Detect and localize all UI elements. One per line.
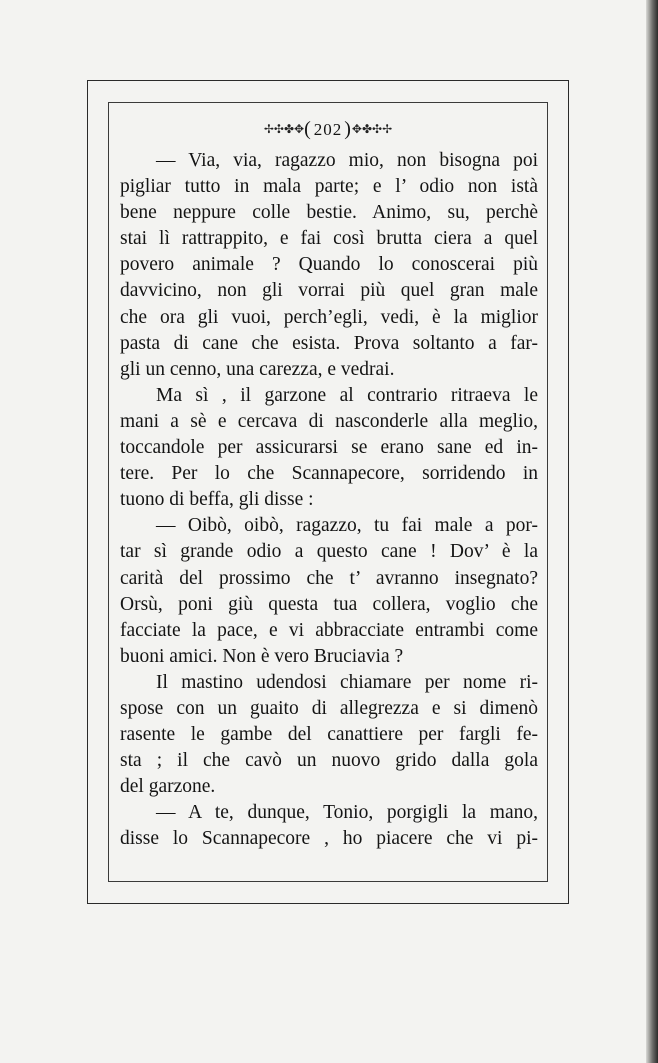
text-line: tere. Per lo che Scannapecore, sorridendo in: [120, 463, 538, 485]
text-line: bene neppure colle bestie. Animo, su, perchè: [120, 202, 538, 224]
text-line: pasta di cane che esista. Prova soltanto a far-: [120, 332, 538, 354]
text-line: davvicino, non gli vorrai più quel gran male: [120, 280, 538, 302]
text-line: spose con un guaito di allegrezza e si dimenò: [120, 697, 538, 719]
text-line: pigliar tutto in mala parte; e l’ odio non istà: [120, 176, 538, 198]
text-line: stai lì rattrappito, e fai così brutta ciera a quel: [120, 228, 538, 250]
text-line: Il mastino udendosi chiamare per nome ri-: [156, 671, 538, 693]
text-line: carità del prossimo che t’ avranno insegnato?: [120, 567, 538, 589]
text-line: — Via, via, ragazzo mio, non bisogna poi: [156, 150, 538, 171]
text-line: tar sì grande odio a questo cane ! Dov’ è la: [120, 541, 538, 563]
text-line: rasente le gambe del canattiere per fargli fe-: [120, 724, 538, 746]
page-number-paren-close: ): [344, 118, 352, 140]
header-ornament-right: ✥✤✣✢: [351, 122, 393, 136]
text-line: facciate la pace, e vi abbracciate entrambi come: [120, 619, 538, 641]
text-line: sta ; il che cavò un nuovo grido dalla gola: [120, 750, 538, 772]
text-line: mani a sè e cercava di nasconderle alla meglio,: [120, 410, 538, 432]
text-line: povero animale ? Quando lo conoscerai più: [120, 254, 538, 276]
text-line: disse lo Scannapecore , ho piacere che vi pi-: [120, 828, 538, 850]
text-line: che ora gli vuoi, perch’egli, vedi, è la miglior: [120, 306, 538, 328]
text-line: toccandole per assicurarsi se erano sane ed in-: [120, 437, 538, 459]
text-line: — Oibò, oibò, ragazzo, tu fai male a por-: [156, 515, 538, 537]
page-number-paren-open: (: [304, 118, 312, 140]
body-text: [120, 148, 538, 853]
text-line: del garzone.: [120, 776, 216, 798]
text-line: gli un cenno, una carezza, e vedrai.: [120, 358, 395, 380]
page-edge-shadow: [646, 0, 658, 1063]
page-number: 202: [313, 119, 343, 139]
header-ornament-left: ✢✣✤✥: [263, 122, 305, 136]
text-line: — A te, dunque, Tonio, porgigli la mano,: [156, 802, 538, 824]
text-line: Orsù, poni giù questa tua collera, voglio che: [120, 593, 538, 615]
text-line: tuono di beffa, gli disse :: [120, 489, 314, 511]
page-header: [108, 118, 548, 141]
text-line: buoni amici. Non è vero Bruciavia ?: [120, 645, 404, 667]
text-line: Ma sì , il garzone al contrario ritraeva le: [156, 384, 538, 406]
